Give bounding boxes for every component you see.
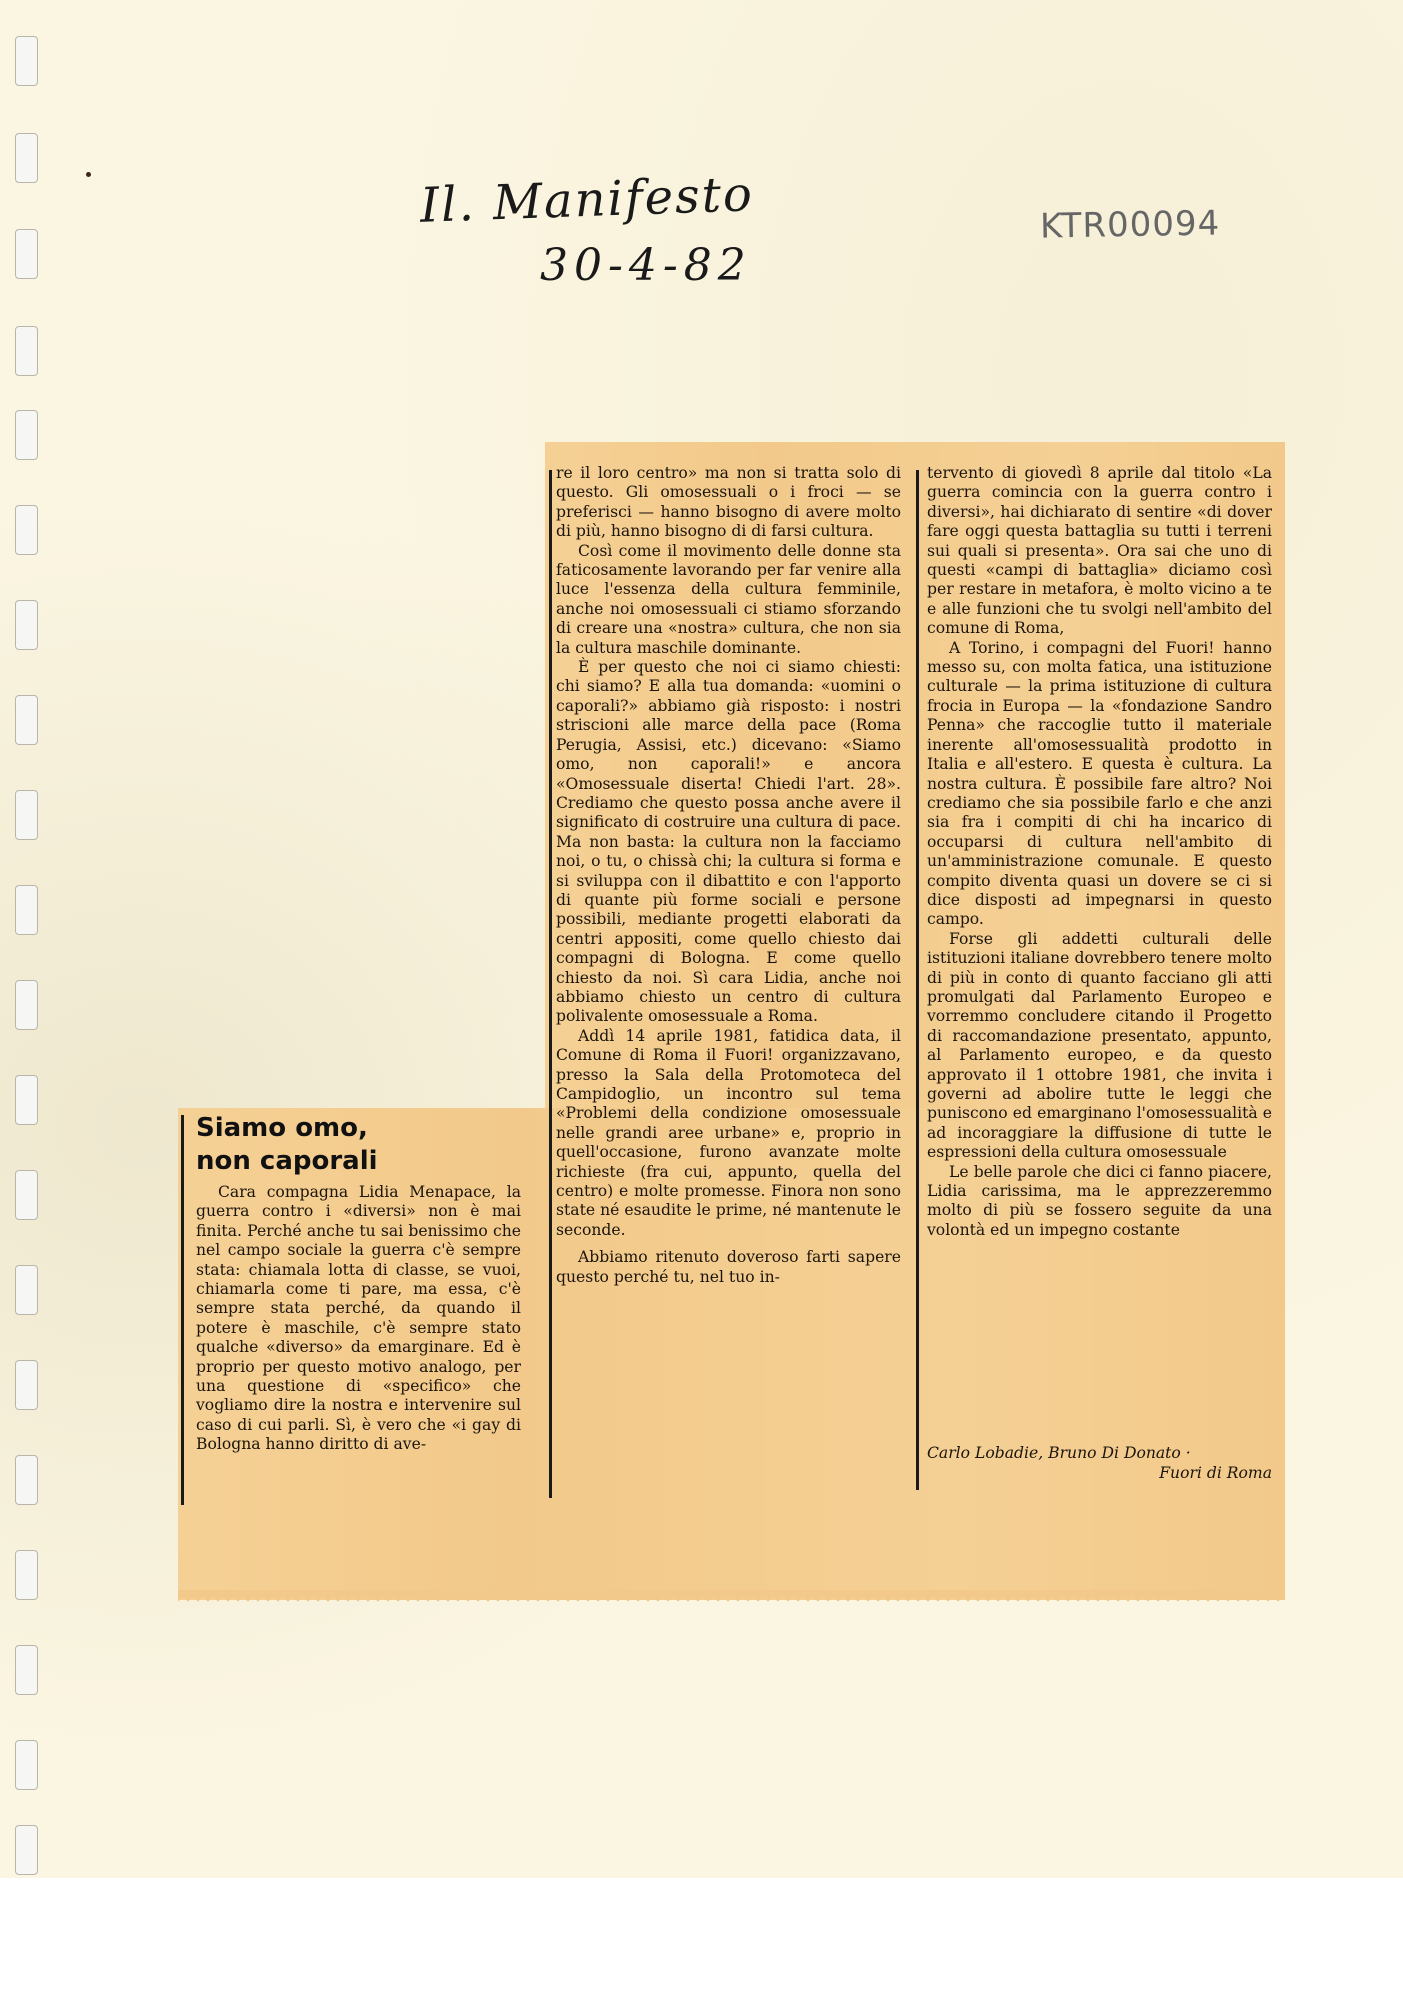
column-rule [916,470,919,1490]
column-rule [181,1115,184,1505]
headline-line-2: non caporali [196,1146,378,1176]
binder-hole-icon [15,600,38,650]
paragraph: A Torino, i compagni del Fuori! hanno messo su, con molta fatica, una istituzione culturale — la prima istituzione di cultura frocia in Europa — la «fondazione Sandro Penna» che raccoglie tutto il materiale inerente all'omosessualità prodotto in Italia e all'estero. E questa è cultura. La nostra cultura. È possibile fare altro? Noi crediamo che sia possibile farlo e che anzi sia fra i compiti di chi ha incarico di occuparsi di cultura nell'ambito di un'amministrazione comunale. E questo compito diventa quasi un dovere se ci si dice disposti ad impegnarsi in questo campo. [927,638,1272,929]
handwritten-source: Il. Manifesto [419,166,755,234]
paragraph: re il loro centro» ma non si tratta solo di questo. Gli omosessuali o i froci — se preferisci — hanno bisogno di avere molto di più, hanno bisogno di di farsi cultura. [556,464,901,541]
paragraph: tervento di giovedì 8 aprile dal titolo «La guerra comincia con la guerra contro i diversi», hai dichiarato di sentire «di dover fare oggi questa battaglia su tutti i terreni sui quali si presenta». Ora sai che uno di questi «campi di battaglia» diciamo così per restare in metafora, è molto vicino a te e alle funzioni che tu svolgi nell'ambito del comune di Roma, [927,464,1272,638]
binder-hole-icon [15,980,38,1030]
paragraph: Forse gli addetti culturali delle istituzioni italiane dovrebbero tenere molto di più in conto di quanto facciano gli atti promulgati dal Parlamento Europeo e vorremmo concludere citando il Progetto di raccomandazione presentato, appunto, al Parlamento europeo, e da questo approvato il 1 ottobre 1981, che invita i governi ad abolire tutte le leggi che puniscono ed emarginano l'omosessualità e ad incoraggiare la diffusione di tutte le espressioni della cultura omosessuale [927,929,1272,1162]
signature-organization: Fuori di Roma [1159,1464,1272,1482]
handwritten-date: 30-4-82 [540,240,752,291]
column-rule [549,470,552,1498]
article-signature [927,1443,1272,1483]
binder-hole-icon [15,1645,38,1695]
binder-hole-icon [15,326,38,376]
binder-hole-icon [15,1740,38,1790]
binder-hole-icon [15,1265,38,1315]
paragraph: Cara compagna Lidia Menapace, la guerra contro i «diversi» non è mai finita. Perché anche tu sai benissimo che nel campo sociale la guerra c'è sempre stata: chiamala lotta di classe, se vuoi, chiamarla come ti pare, ma essa, c'è sempre stata perché, da quando il potere è maschile, c'è sempre stato qualche «diverso» da emarginare. Ed è proprio per questo motivo analogo, per una questione di «specifico» che vogliamo dire la nostra e intervenire sul caso di cui parli. Sì, è vero che «i gay di Bologna hanno diritto di ave- [196,1183,521,1454]
binder-hole-icon [15,1825,38,1875]
binder-hole-icon [15,1455,38,1505]
article-headline [196,1112,526,1178]
binder-hole-icon [15,410,38,460]
binder-hole-icon [15,1170,38,1220]
binder-hole-icon [15,695,38,745]
paragraph: Le belle parole che dici ci fanno piacere, Lidia carissima, ma le apprezzeremmo molto di più se fossero seguite da una volontà ed un impegno costante [927,1162,1272,1239]
clipping-torn-edge [178,1590,1285,1604]
paragraph: È per questo che noi ci siamo chiesti: chi siamo? E alla tua domanda: «uomini o caporali?» abbiamo già risposto: i nostri striscioni alle marce della pace (Roma Perugia, Assisi, etc.) dicevano: «Siamo omo, non caporali!» e ancora «Omosessuale diserta! Chiedi l'art. 28». Crediamo che questo possa anche avere il significato di costruire una cultura di pace. Ma non basta: la cultura non la facciamo noi, o tu, o chissà chi; la cultura si forma e si sviluppa con il dibattito e con l'apporto di quante più forme sociali e persone possibili, mediante progetti elaborati da centri appositi, come quello chiesto dai compagni di Bologna. E come quello chiesto da noi. Sì cara Lidia, anche noi abbiamo chiesto un centro di cultura polivalente omosessuale a Roma. [556,658,901,1026]
binder-hole-icon [15,505,38,555]
binder-hole-icon [15,1075,38,1125]
binder-hole-icon [15,885,38,935]
binder-hole-icon [15,36,38,86]
article-column-1 [196,1183,521,1455]
binder-hole-icon [15,1360,38,1410]
article-column-3 [927,464,1272,1240]
binder-hole-icon [15,133,38,183]
headline-line-1: Siamo omo, [196,1113,368,1143]
paragraph: Così come il movimento delle donne sta faticosamente lavorando per far venire alla luce l'essenza della cultura femminile, anche noi omosessuali ci stiamo sforzando di creare una «nostra» cultura, che non sia la cultura maschile dominante. [556,541,901,657]
archive-code: KTR00094 [1039,203,1221,247]
paragraph: Addì 14 aprile 1981, fatidica data, il Comune di Roma il Fuori! organizzavano, presso la Sala della Protomoteca del Campidoglio, un incontro sul tema «Problemi della condizione omosessuale nelle grandi aree urbane» e, proprio in quell'occasione, furono avanzate molte richieste (fra cui, appunto, quella del centro) e molte promesse. Finora non sono state né esaudite le prime, né mantenute le seconde. [556,1026,901,1239]
binder-hole-icon [15,229,38,279]
binder-hole-icon [15,1550,38,1600]
ink-speck [86,172,91,177]
paragraph: Abbiamo ritenuto doveroso farti sapere questo perché tu, nel tuo in- [556,1248,901,1286]
binder-hole-icon [15,790,38,840]
article-column-2 [556,464,901,1287]
signature-names: Carlo Lobadie, Bruno Di Donato · [927,1444,1191,1462]
